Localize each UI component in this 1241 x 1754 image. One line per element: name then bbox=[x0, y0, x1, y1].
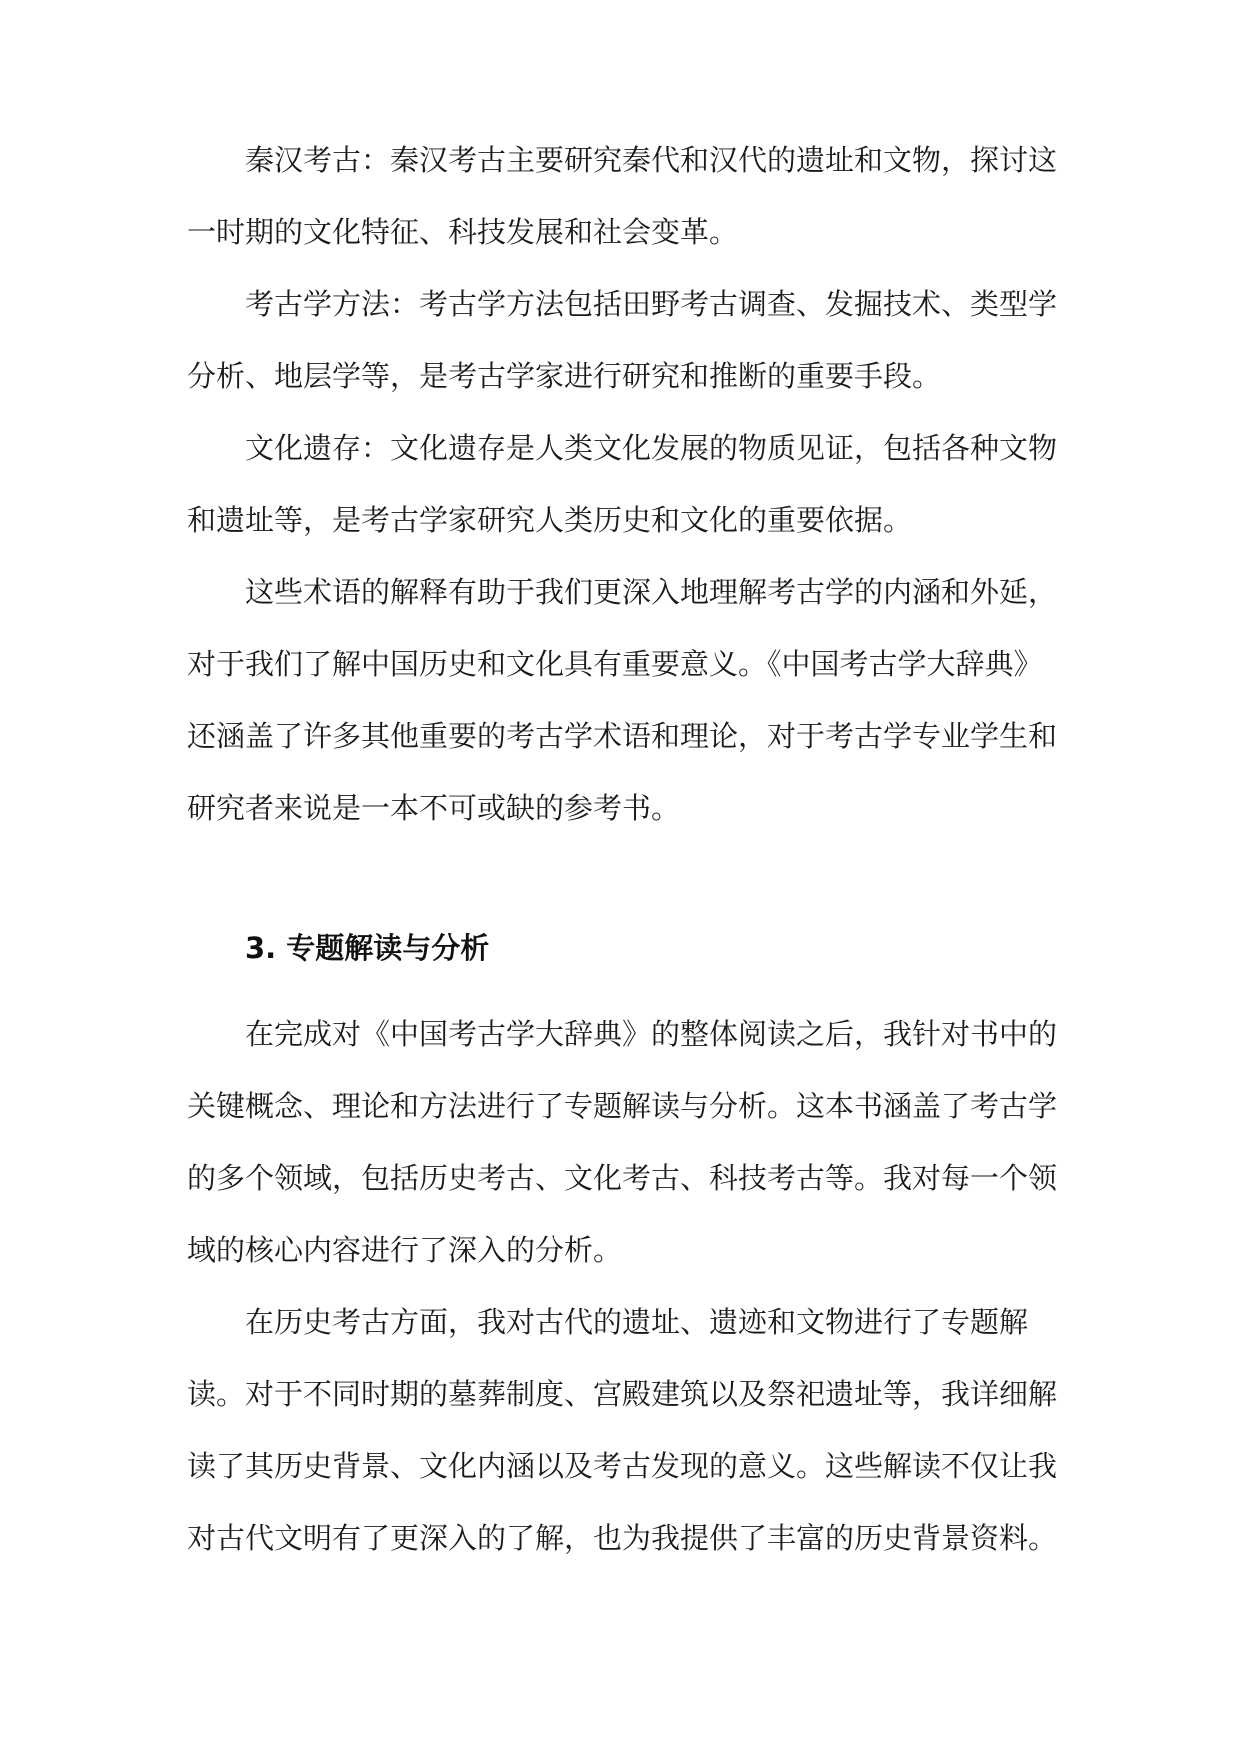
paragraph-cultural-remains: 文化遗存：文化遗存是人类文化发展的物质见证，包括各种文物和遗址等，是考古学家研究人类历史和文化的重要依据。 bbox=[187, 431, 1058, 537]
body-text-top bbox=[187, 124, 1057, 844]
section-3 bbox=[187, 912, 1057, 984]
section-heading: 3. 专题解读与分析 bbox=[245, 931, 490, 965]
paragraph-qinhan: 秦汉考古：秦汉考古主要研究秦代和汉代的遗址和文物，探讨这一时期的文化特征、科技发展和社会变革。 bbox=[187, 143, 1058, 249]
paragraph-historical-archaeology: 在历史考古方面，我对古代的遗址、遗迹和文物进行了专题解读。对于不同时期的墓葬制度、宫殿建筑以及祭祀遗址等，我详细解读了其历史背景、文化内涵以及考古发现的意义。这些解读不仅让我对古代文明有了更深入的了解，也为我提供了丰富的历史背景资料。 bbox=[187, 1305, 1058, 1555]
paragraph-terms-summary: 这些术语的解释有助于我们更深入地理解考古学的内涵和外延，对于我们了解中国历史和文化具有重要意义。《中国考古学大辞典》还涵盖了许多其他重要的考古学术语和理论，对于考古学专业学生和研究者来说是一本不可或缺的参考书。 bbox=[187, 575, 1058, 825]
paragraph-topic-reading: 在完成对《中国考古学大辞典》的整体阅读之后，我针对书中的关键概念、理论和方法进行了专题解读与分析。这本书涵盖了考古学的多个领域，包括历史考古、文化考古、科技考古等。我对每一个领域的核心内容进行了深入的分析。 bbox=[187, 1017, 1058, 1267]
body-text-bottom bbox=[187, 998, 1057, 1574]
paragraph-methods: 考古学方法：考古学方法包括田野考古调查、发掘技术、类型学分析、地层学等，是考古学家进行研究和推断的重要手段。 bbox=[187, 287, 1058, 393]
